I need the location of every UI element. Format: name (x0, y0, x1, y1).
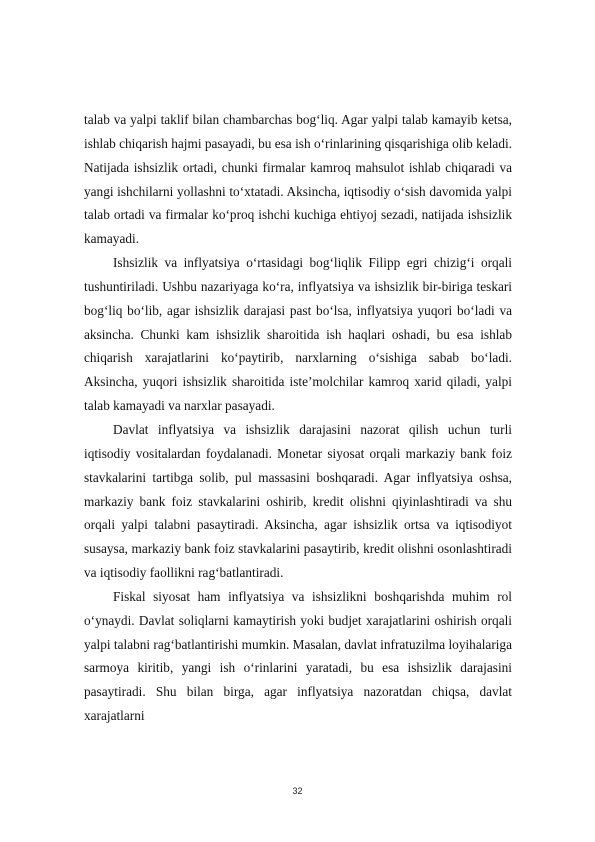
paragraph-1: talab va yalpi taklif bilan chambarchas bog‘liq. Agar yalpi talab kamayib ketsa, ishlab chiqarish hajmi pasayadi, bu esa ish o‘rinlarining qisqarishiga olib keladi. Natijada ishsizlik ortadi, chunki firmalar kamroq mahsulot ishlab chiqaradi va yangi ishchilarni yollashni to‘xtatadi. Aksincha, iqtisodiy o‘sish davomida yalpi talab ortadi va firmalar ko‘proq ishchi kuchiga ehtiyoj sezadi, natijada ishsizlik kamayadi. (84, 112, 512, 247)
paragraph-4: Fiskal siyosat ham inflyatsiya va ishsizlikni boshqarishda muhim rol o‘ynaydi. Davlat soliqlarni kamaytirish yoki budjet xarajatlarini oshirish orqali yalpi talabni rag‘batlantirishi mumkin. Masalan, davlat infratuzilma loyihalariga sarmoya kiritib, yangi ish o‘rinlarini yaratadi, bu esa ishsizlik darajasini pasaytiradi. Shu bilan birga, agar inflyatsiya nazoratdan chiqsa, davlat xarajatlarni (84, 588, 512, 724)
body-text (84, 108, 512, 728)
paragraph-2: Ishsizlik va inflyatsiya o‘rtasidagi bog‘liqlik Filipp egri chizig‘i orqali tushuntiriladi. Ushbu nazariyaga ko‘ra, inflyatsiya va ishsizlik bir-biriga teskari bog‘liq bo‘lib, agar ishsizlik darajasi past bo‘lsa, inflyatsiya yuqori bo‘ladi va aksincha. Chunki kam ishsizlik sharoitida ish haqlari oshadi, bu esa ishlab chiqarish xarajatlarini ko‘paytirib, narxlarning o‘sishiga sabab bo‘ladi. Aksincha, yuqori ishsizlik sharoitida iste’molchilar kamroq xarid qiladi, yalpi talab kamayadi va narxlar pasayadi. (84, 255, 512, 414)
page-number: 32 (292, 786, 303, 796)
paragraph-3: Davlat inflyatsiya va ishsizlik darajasini nazorat qilish uchun turli iqtisodiy vositalardan foydalanadi. Monetar siyosat orqali markaziy bank foiz stavkalarini tartibga solib, pul massasini boshqaradi. Agar inflyatsiya oshsa, markaziy bank foiz stavkalarini oshirib, kredit olishni qiyinlashtiradi va shu orqali yalpi talabni pasaytiradi. Aksincha, agar ishsizlik ortsa va iqtisodiyot susaysa, markaziy bank foiz stavkalarini pasaytirib, kredit olishni osonlashtiradi va iqtisodiy faollikni rag‘batlantiradi. (84, 421, 512, 581)
